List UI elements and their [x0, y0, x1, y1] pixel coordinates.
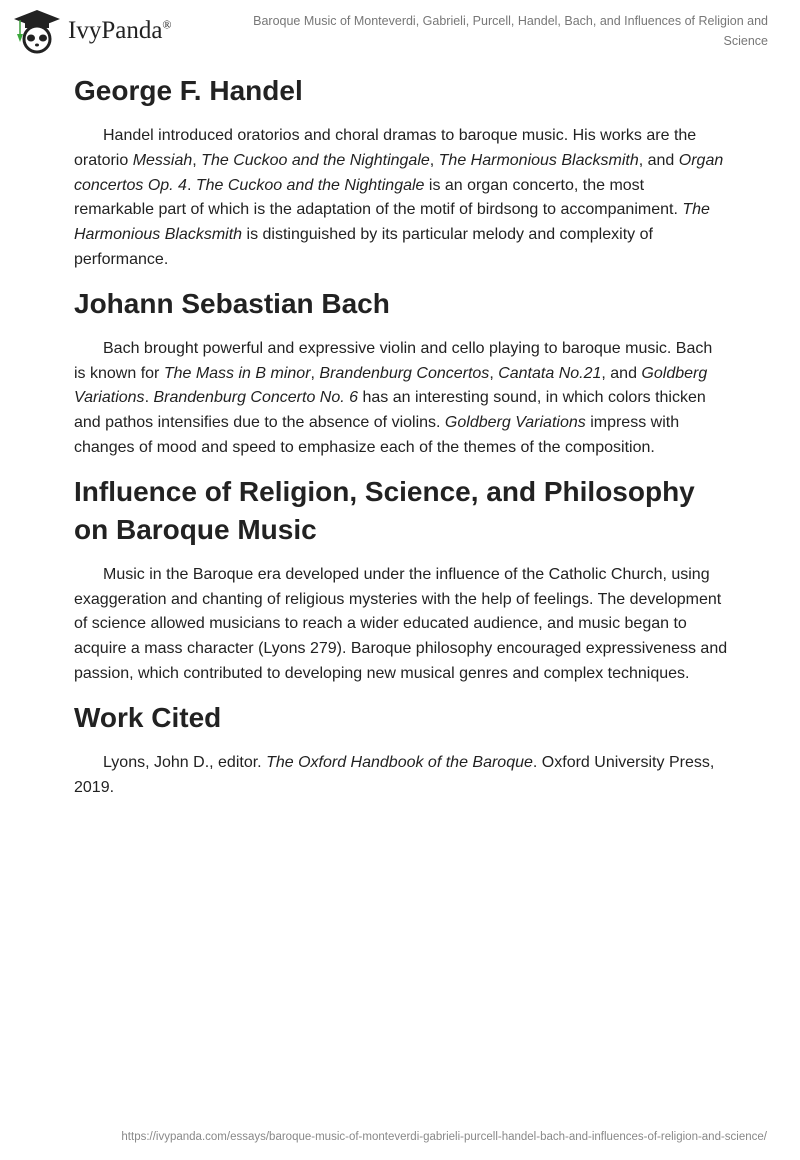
paragraph-text: Handel introduced oratorios and choral dramas to baroque music. His works are the oratorio [74, 127, 697, 169]
italic-title-text: Brandenburg Concerto No. 6 [153, 389, 359, 407]
paragraph-text: Lyons, John D., editor. [103, 753, 267, 771]
section-heading: Influence of Religion, Science, and Philosophy on Baroque Music [74, 475, 695, 545]
italic-title-text: Goldberg Variations [444, 414, 586, 432]
paragraph-text: has an interesting sound, in which colors thicken and pathos intensifies due to the absence of violins. [74, 389, 706, 432]
paragraph-text: . Oxford University Press, 2019. [74, 753, 715, 796]
italic-title-text: The Mass in B minor [163, 364, 311, 382]
italic-title-text: The Harmonious Blacksmith [74, 201, 710, 244]
section-heading: George F. Handel [74, 75, 303, 106]
document-title: Baroque Music of Monteverdi, Gabrieli, Purcell, Handel, Bach, and Influences of Religion and Science [253, 14, 768, 48]
italic-title-text: Goldberg Variations [74, 364, 708, 407]
italic-title-text: Organ concertos Op. 4 [74, 151, 724, 194]
paragraph-text: , [192, 151, 202, 169]
section-paragraph [74, 124, 728, 273]
italic-title-text: Brandenburg Concertos [319, 364, 490, 382]
italic-title-text: Cantata No.21 [498, 364, 602, 382]
ivypanda-logo[interactable] [12, 8, 172, 54]
italic-title-text: Messiah [132, 151, 193, 169]
essay-content [74, 72, 728, 812]
paragraph-text: , [429, 151, 439, 169]
section-paragraph [74, 751, 728, 801]
page-header [0, 0, 800, 60]
paragraph-text: Music in the Baroque era developed under the influence of the Catholic Church, using exaggeration and chanting of religious mysteries with the help of feelings. The development of science allowed musicians to reach a wider educated audience, and music began to acquire a mass character (Lyons 279). Baroque philosophy encouraged expressiveness and passion, which contributed to developing new musical genres and complex techniques. [74, 565, 728, 682]
paragraph-text: is an organ concerto, the most remarkable part of which is the adaptation of the motif of birdsong to accompaniment. [74, 176, 683, 219]
section-heading: Work Cited [74, 701, 222, 733]
paragraph-text: Bach brought powerful and expressive violin and cello playing to baroque music. Bach is known for [74, 339, 713, 382]
paragraph-text: , [489, 364, 499, 382]
italic-title-text: The Oxford Handbook of the Baroque [266, 753, 533, 771]
italic-title-text: The Cuckoo and the Nightingale [201, 151, 430, 169]
paragraph-text: is distinguished by its particular melody and complexity of performance. [74, 226, 653, 268]
paragraph-text: . [144, 389, 154, 407]
section-heading: Johann Sebastian Bach [74, 287, 390, 319]
italic-title-text: The Harmonious Blacksmith [438, 151, 639, 169]
panda-graduate-icon [12, 8, 62, 54]
source-url[interactable]: https://ivypanda.com/essays/baroque-music-of-monteverdi-gabrieli-purcell-handel-bach-and-influences-of-religion-and-science/ [121, 1131, 767, 1143]
paragraph-text: . [186, 176, 196, 194]
paragraph-text: , and [638, 151, 679, 169]
paragraph-text: , [310, 364, 320, 382]
paragraph-text: , and [601, 364, 642, 382]
italic-title-text: The Cuckoo and the Nightingale [195, 176, 425, 194]
section-paragraph [74, 563, 728, 687]
paragraph-text: impress with changes of mood and speed to emphasize each of the themes of the composition. [74, 414, 680, 456]
logo-text: IvyPanda® [68, 17, 172, 44]
section-paragraph [74, 337, 728, 461]
